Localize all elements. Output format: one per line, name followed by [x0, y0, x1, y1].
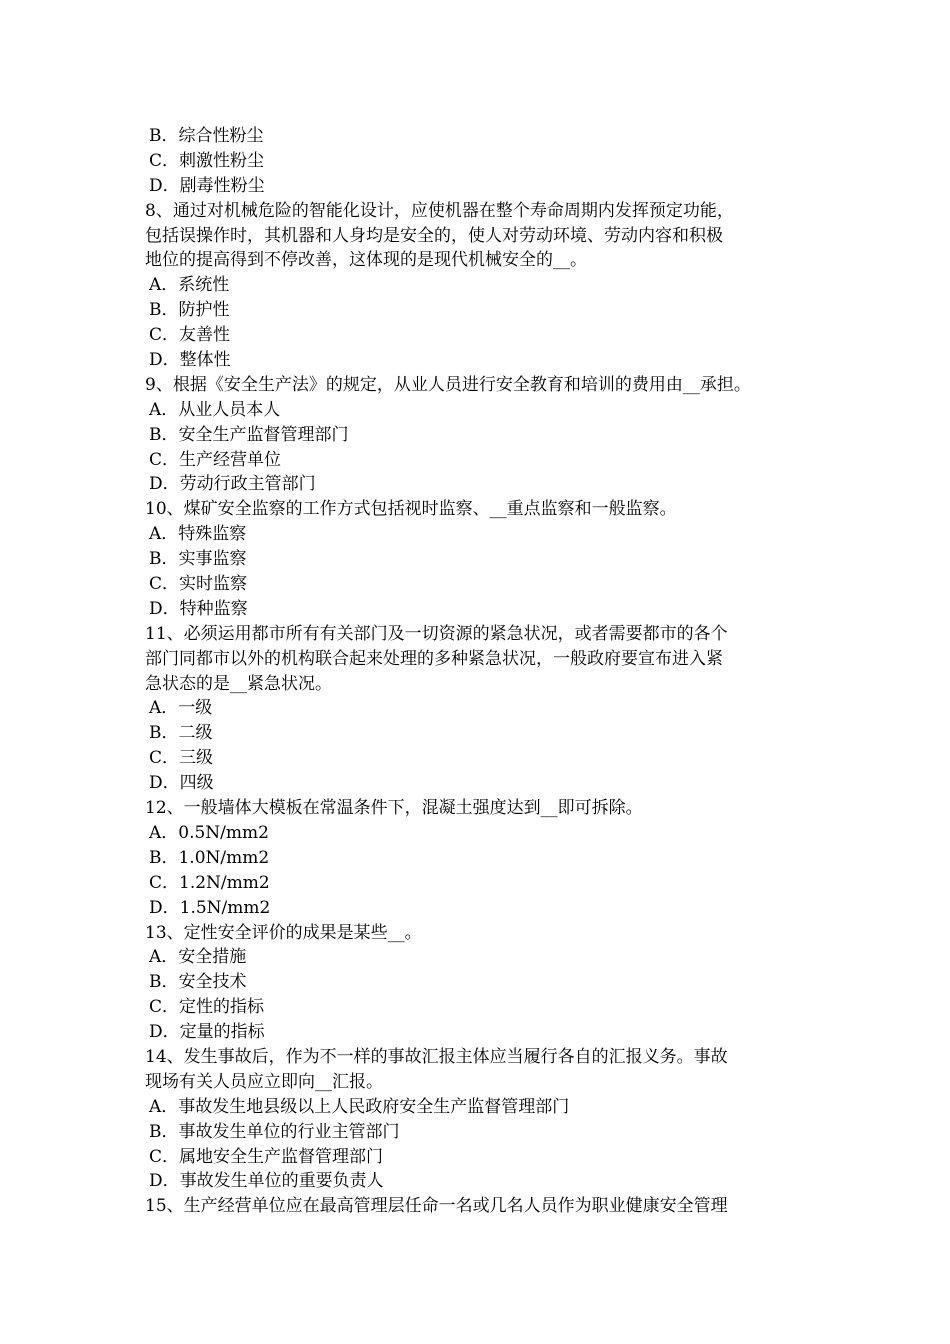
answer-option: C．生产经营单位 — [149, 449, 282, 470]
answer-option: B．防护性 — [149, 300, 230, 321]
answer-option: C．实时监察 — [149, 574, 248, 595]
question-text: 12、一般墙体大模板在常温条件下，混凝土强度达到__即可拆除。 — [145, 798, 643, 819]
answer-option: D．事故发生单位的重要负责人 — [149, 1171, 384, 1192]
answer-option: C．友善性 — [149, 325, 231, 346]
question-text: 9、根据《安全生产法》的规定，从业人员进行安全教育和培训的费用由__承担。 — [145, 374, 751, 395]
answer-option: C．刺激性粉尘 — [149, 150, 265, 171]
question-text: 15、生产经营单位应在最高管理层任命一名或几名人员作为职业健康安全管理 — [145, 1196, 728, 1217]
answer-option: B．综合性粉尘 — [149, 126, 264, 146]
question-text: 现场有关人员应立即向__汇报。 — [145, 1071, 383, 1092]
answer-option: C．三级 — [149, 748, 214, 769]
answer-option: A．系统性 — [149, 275, 230, 296]
question-text: 包括误操作时，其机器和人身均是安全的，使人对劳动环境、劳动内容和积极 — [145, 225, 723, 246]
answer-option: A．事故发生地县级以上人民政府安全生产监督管理部门 — [149, 1096, 570, 1117]
question-text: 8、通过对机械危险的智能化设计，应使机器在整个寿命周期内发挥预定功能， — [145, 200, 734, 221]
answer-option: B．实事监察 — [149, 549, 247, 570]
answer-option: D．特种监察 — [149, 598, 248, 619]
question-text: 14、发生事故后，作为不一样的事故汇报主体应当履行各自的汇报义务。事故 — [145, 1046, 728, 1067]
answer-option: D．四级 — [149, 773, 214, 794]
answer-option: C．定性的指标 — [149, 997, 265, 1018]
answer-option: C．1.2N/mm2 — [149, 872, 270, 893]
answer-option: C．属地安全生产监督管理部门 — [149, 1146, 384, 1167]
answer-option: B．事故发生单位的行业主管部门 — [149, 1121, 400, 1142]
answer-option: B．安全生产监督管理部门 — [149, 424, 349, 445]
answer-option: D．定量的指标 — [149, 1022, 265, 1043]
question-text: 急状态的是__紧急状况。 — [145, 673, 332, 694]
question-text: 11、必须运用都市所有有关部门及一切资源的紧急状况，或者需要都市的各个 — [145, 623, 728, 644]
question-text: 13、定性安全评价的成果是某些__。 — [145, 922, 422, 943]
answer-option: B．安全技术 — [149, 972, 247, 993]
question-text: 部门同都市以外的机构联合起来处理的多种紧急状况，一般政府要宣布进入紧 — [145, 648, 723, 669]
answer-option: D．整体性 — [149, 350, 231, 371]
answer-option: D．劳动行政主管部门 — [149, 474, 316, 495]
question-text: 10、煤矿安全监察的工作方式包括视时监察、__重点监察和一般监察。 — [145, 499, 677, 520]
question-text: 地位的提高得到不停改善，这体现的是现代机械安全的__。 — [145, 250, 587, 271]
answer-option: A．安全措施 — [149, 947, 247, 968]
document-page — [145, 124, 825, 1219]
answer-option: B．二级 — [149, 723, 213, 744]
answer-option: A．0.5N/mm2 — [149, 822, 269, 843]
answer-option: D．1.5N/mm2 — [149, 897, 271, 918]
answer-option: B．1.0N/mm2 — [149, 847, 270, 868]
answer-option: A．特殊监察 — [149, 524, 247, 545]
answer-option: A．一级 — [149, 698, 213, 719]
answer-option: D．剧毒性粉尘 — [149, 175, 265, 196]
answer-option: A．从业人员本人 — [149, 399, 281, 420]
